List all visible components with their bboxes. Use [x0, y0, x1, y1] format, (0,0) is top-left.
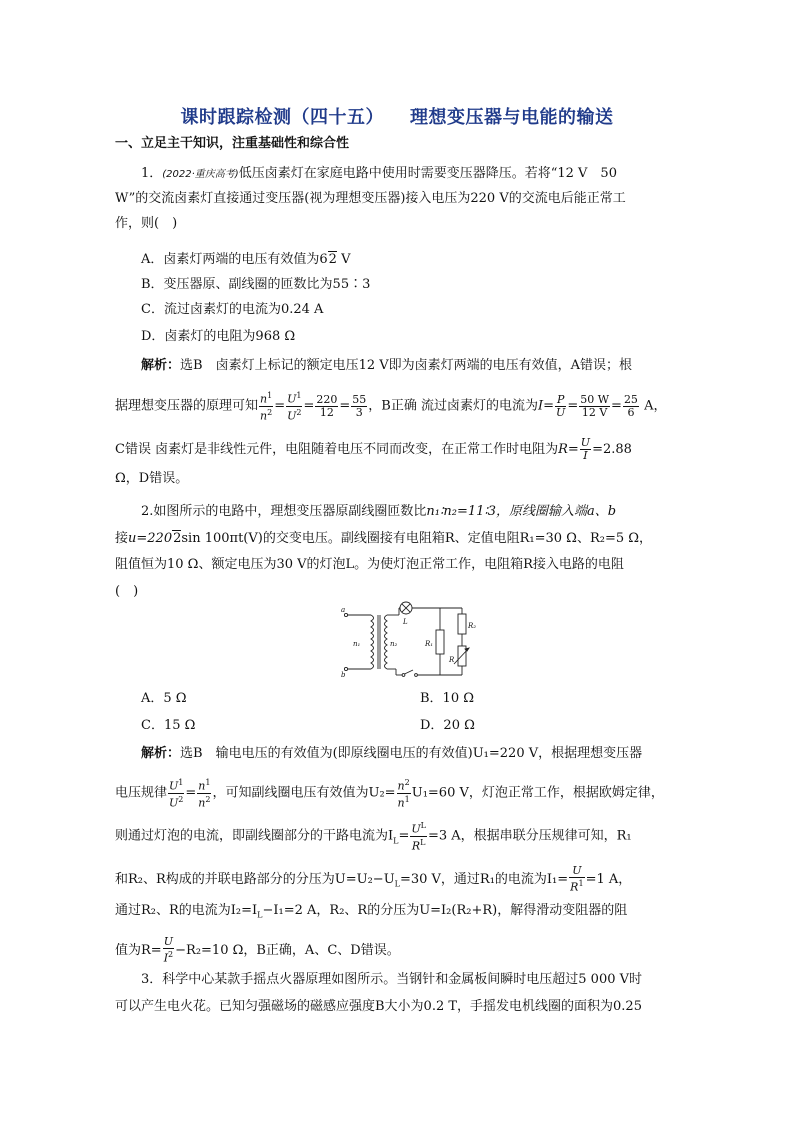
title-left: 课时跟踪检测（四十五） [180, 107, 384, 128]
frac-n2n1: $\frac{n^2}{n^1}$ [397, 778, 410, 810]
q1-source: (2022·重庆高考) [162, 169, 239, 180]
q2-option-d[interactable]: D．20 Ω [420, 718, 475, 733]
switch [405, 670, 414, 674]
frac-n1-n2: $\frac{n^1}{n^2}$ [260, 391, 273, 423]
switch-contact [402, 674, 405, 677]
q1-line1: 1．(2022·重庆高考)低压卤素灯在家庭电路中使用时需要变压器降压。若将“12 V 50 [141, 166, 617, 181]
resistor-r2 [458, 614, 466, 634]
frac-u1-u2: $\frac{U^1}{U^2}$ [287, 391, 302, 423]
frac-u-i: $\frac{U}{I}$ [580, 436, 591, 462]
frac-u1u2: $\frac{U^1}{U^2}$ [169, 778, 184, 810]
q1-option-d[interactable]: D．卤素灯的电阻为968 Ω [141, 329, 296, 344]
q2-analysis-l3: 则通过灯泡的电流，即副线圈部分的干路电流为$I_L=$ $\frac{U^L}{R^L}$ =3 A，根据串联分压规律可知，R₁ [115, 821, 632, 853]
frac-ul-rl: $\frac{U^L}{R^L}$ [411, 821, 426, 853]
label-n1: n₁ [353, 640, 361, 648]
q2-analysis-l5: 通过R₂、R的电流为$I_2=I_L-I_1=2$ A，R₂、R的分压为U=I₂(R₂+R)，解得滑动变阻器的阻 [115, 903, 628, 920]
resistor-r1 [436, 630, 444, 654]
label-r2: R₂ [468, 622, 477, 630]
q1-analysis-l1: 解析：选B 卤素灯上标记的额定电压12 V即为卤素灯两端的电压有效值，A错误；根 [141, 358, 633, 373]
q2-analysis-l6: 值为R= $\frac{U}{I^2}$ −R₂=10 Ω，B正确，A、C、D错误。 [115, 935, 400, 965]
q1-analysis-l3: C错误 卤素灯是非线性元件，电阻随着电压不同而改变，在正常工作时电阻为R= $\frac{U}{I}$ =2.88 [115, 436, 632, 462]
frac-50w-12v: $\frac{50 W}{12 V}$ [580, 392, 610, 419]
q2-analysis-l4: 和R₂、R构成的并联电路部分的分压为$U=U_2-U_L=30$ V，通过R₁的电流为I₁= $\frac{U}{R^1}$ =1 A， [115, 864, 632, 894]
q3-line2: 可以产生电火花。已知匀强磁场的磁感应强度B大小为0.2 T，手摇发电机线圈的面积为0.25 [115, 999, 642, 1014]
frac-p-u: $\frac{P}{U}$ [556, 392, 566, 419]
q3-line1: 3．科学中心某款手摇点火器原理如图所示。当钢针和金属板间瞬时电压超过5 000 V时 [141, 972, 643, 987]
q2-line4: ( ) [115, 584, 139, 599]
q1-option-a[interactable]: A．卤素灯两端的电压有效值为62 V [141, 252, 351, 267]
section-heading: 一、立足主干知识，注重基础性和综合性 [115, 136, 350, 151]
frac-u-r1: $\frac{U}{R^1}$ [570, 864, 584, 894]
primary-coil [371, 615, 374, 669]
q2-line3: 阻值恒为10 Ω、额定电压为30 V的灯泡L。为使灯泡正常工作，电阻箱R接入电路的电阻 [115, 557, 624, 572]
title-right: 理想变压器与电能的输送 [410, 107, 614, 128]
secondary-coil [385, 615, 388, 669]
q2-option-a[interactable]: A．5 Ω [141, 691, 187, 706]
page-title [0, 103, 794, 129]
q2-option-c[interactable]: C．15 Ω [141, 718, 196, 733]
frac-u-i2: $\frac{U}{I^2}$ [163, 935, 174, 965]
frac-220-12: $\frac{220}{12}$ [316, 392, 338, 419]
q2-analysis-l1: 解析：选B 输电电压的有效值为(即原线圈电压的有效值)U₁=220 V，根据理想变压器 [141, 746, 643, 761]
q1-line3: 作，则( ) [115, 216, 178, 231]
q2-option-b[interactable]: B．10 Ω [420, 691, 475, 706]
frac-n1n2: $\frac{n^1}{n^2}$ [198, 778, 211, 810]
q1-line2: W”的交流卤素灯直接通过变压器(视为理想变压器)接入电压为220 V的交流电后能正常工 [115, 191, 626, 206]
q2-line2: 接u=2202sin 100πt(V)的交变电压。副线圈接有电阻箱R、定值电阻R₁=30 Ω、R₂=5 Ω， [115, 531, 653, 546]
q2-line1: 2.如图所示的电路中，理想变压器原副线圈匝数比n₁∶n₂=11∶3，原线圈输入端a、b [141, 504, 617, 519]
label-n2: n₂ [390, 640, 398, 648]
label-l: L [403, 618, 408, 626]
q1-analysis-l2: 据理想变压器的原理可知 $\frac{n^1}{n^2}$ = $\frac{U^1}{U^2}$ = $\frac{220}{12}$ = $\frac{55}{3}$ ，B正确 流过卤素灯的电流为I= $\frac{P}{U}$ = $\frac{50 W}{12 V}$ = $\frac{25}{6}$ A， [115, 391, 667, 423]
label-r: R [449, 656, 455, 664]
label-r1: R₁ [425, 640, 434, 648]
q1-analysis-l4: Ω，D错误。 [115, 471, 189, 486]
q1-option-c[interactable]: C．流过卤素灯的电流为0.24 A [141, 302, 324, 317]
frac-55-3: $\frac{55}{3}$ [352, 392, 367, 419]
q2-analysis-l2: 电压规律 $\frac{U^1}{U^2}$ = $\frac{n^1}{n^2}$ ，可知副线圈电压有效值为U₂= $\frac{n^2}{n^1}$ U₁=60 V，灯泡正常工作，根据欧姆定律， [115, 778, 664, 810]
frac-25-6: $\frac{25}{6}$ [623, 392, 638, 419]
q1-option-b[interactable]: B．变压器原、副线圈的匝数比为55∶3 [141, 277, 371, 292]
circuit-diagram [336, 600, 496, 680]
label-a: a [341, 606, 346, 614]
label-b: b [341, 671, 346, 679]
